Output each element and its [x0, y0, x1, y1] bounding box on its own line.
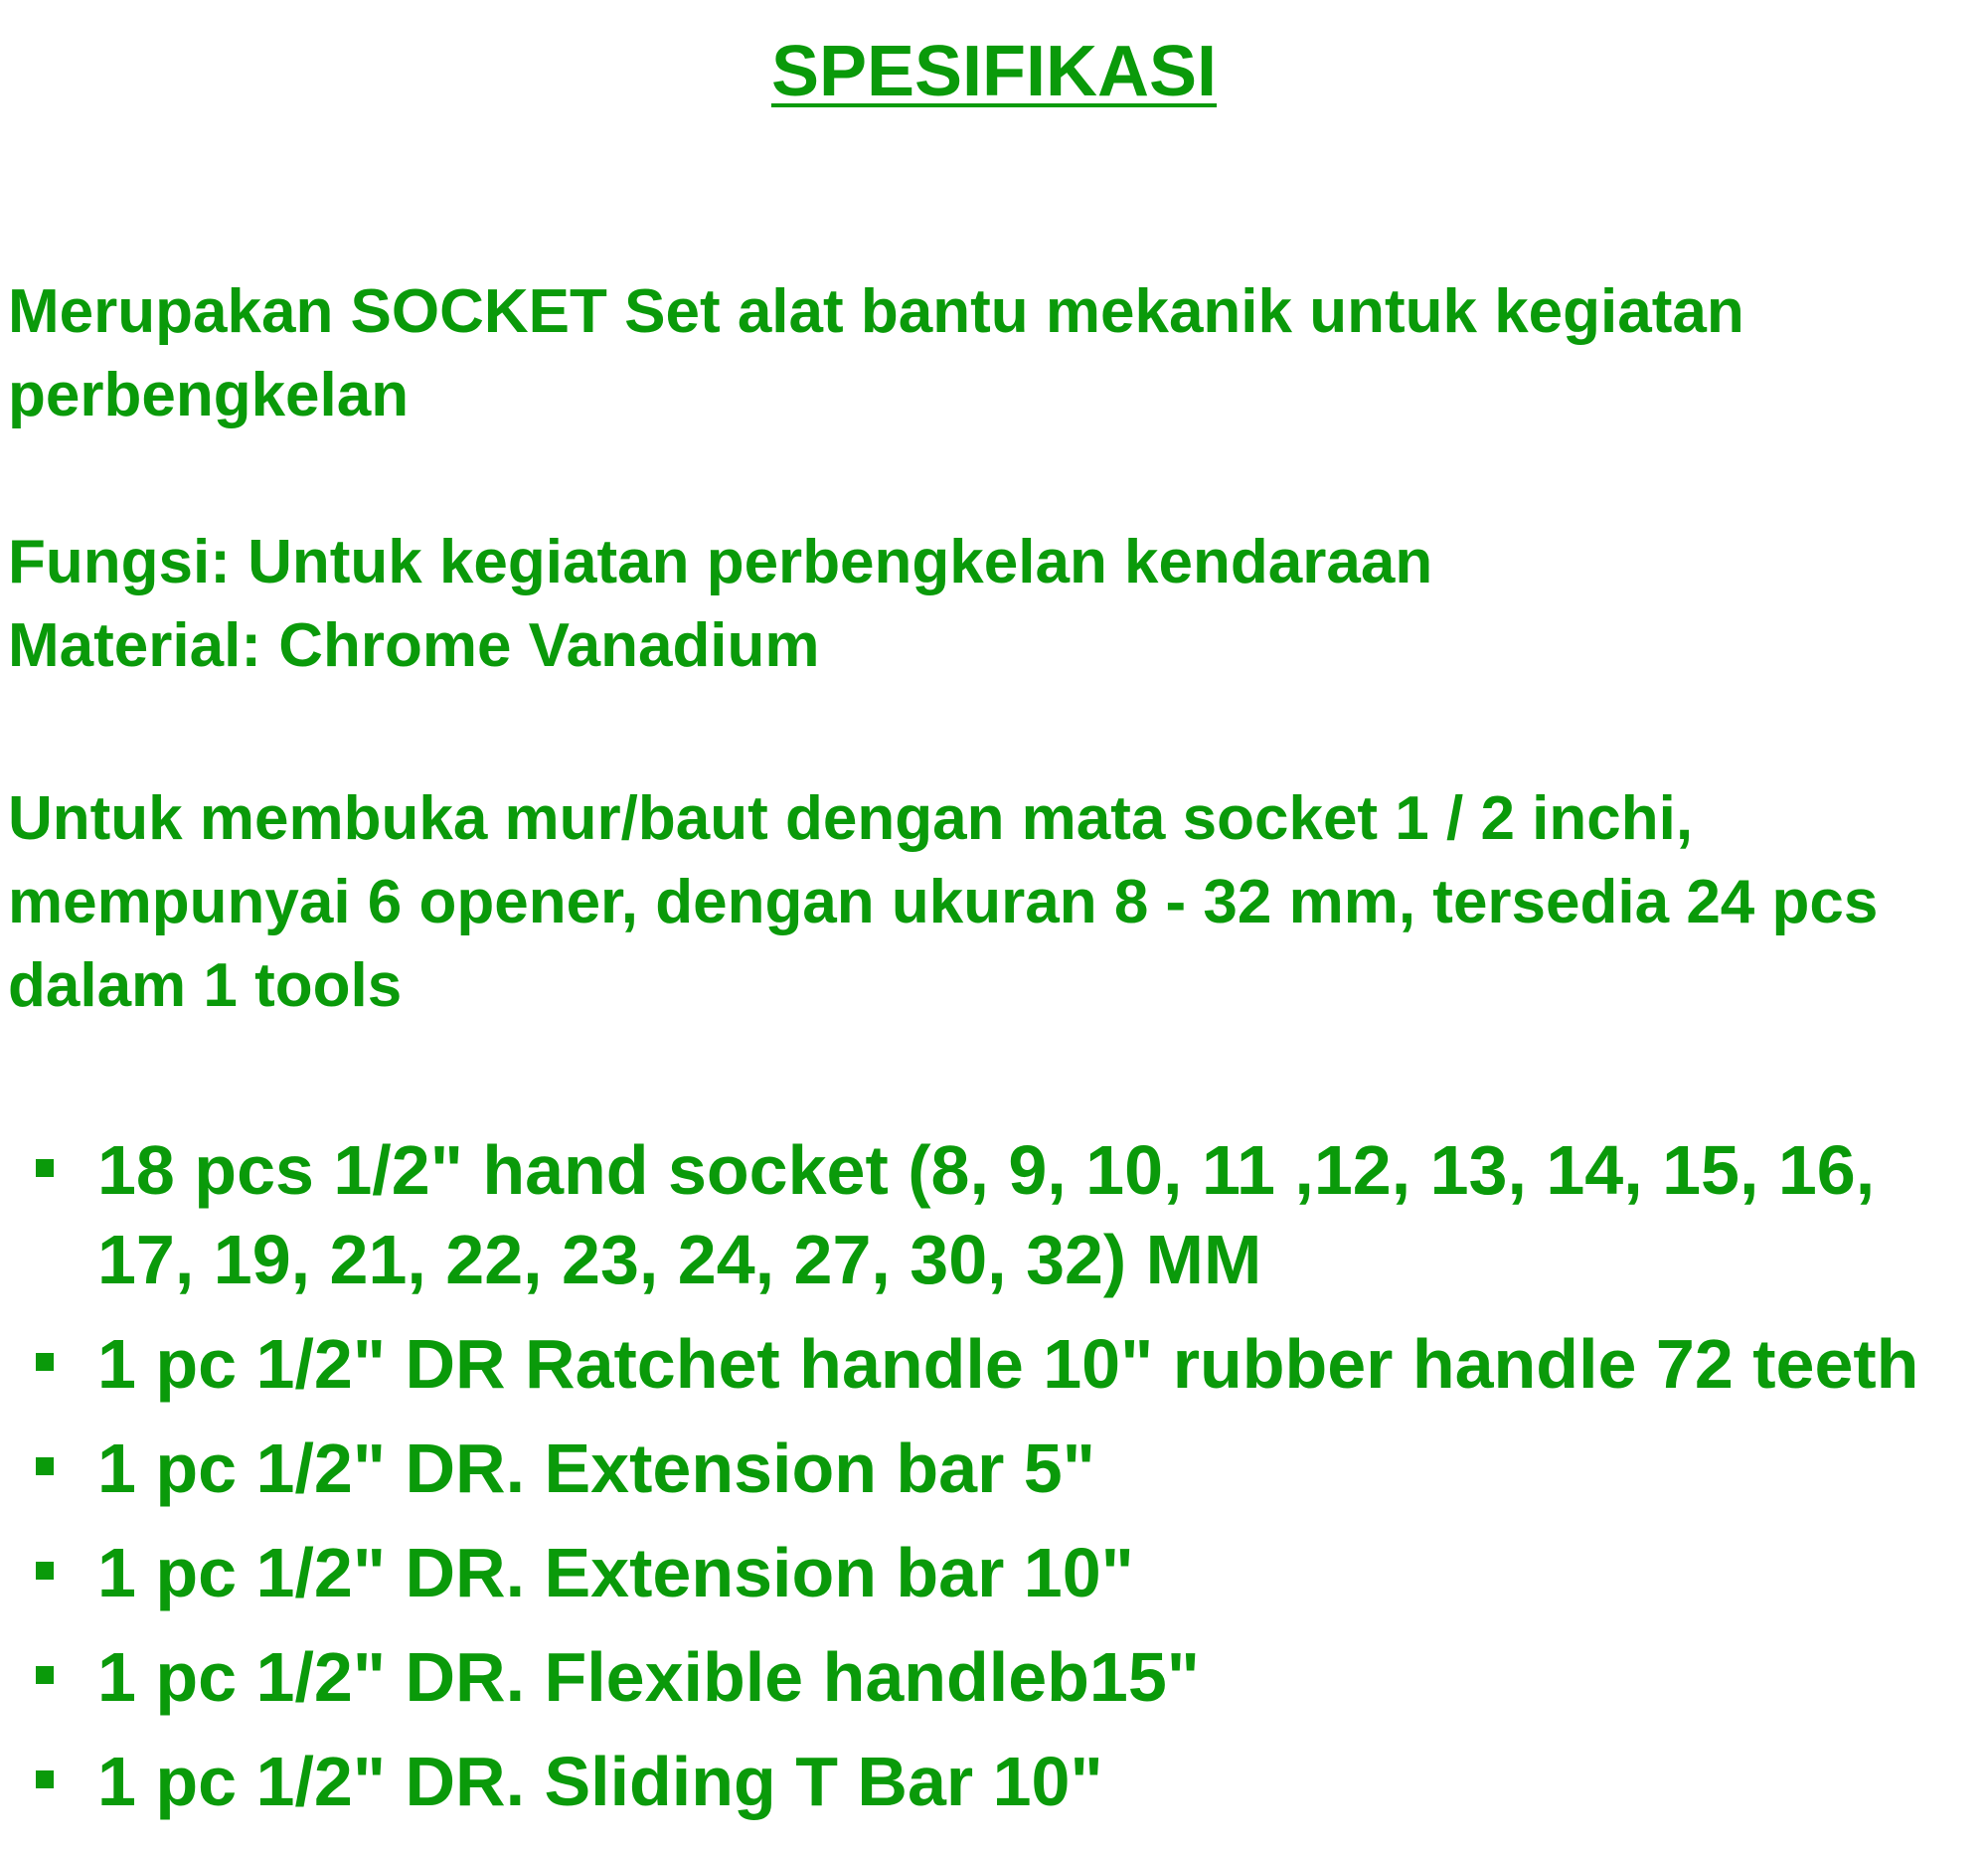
description-paragraph: Untuk membuka mur/baut dengan mata socket 1 / 2 inchi, mempunyai 6 opener, dengan ukuran 8 - 32 mm, tersedia 24 pcs dalam 1 tools — [8, 784, 1879, 1020]
list-item — [8, 1737, 1981, 1826]
spacer — [8, 688, 1981, 777]
fungsi-line: Fungsi: Untuk kegiatan perbengkelan kendaraan — [8, 528, 1433, 596]
square-bullet-icon — [36, 1159, 54, 1177]
spacer — [8, 437, 1981, 521]
item-list — [8, 1125, 1981, 1826]
list-item-text: 1 pc 1/2" DR. Sliding T Bar 10" — [97, 1743, 1103, 1820]
list-item-text: 1 pc 1/2" DR. Flexible handleb15" — [97, 1638, 1200, 1716]
list-item — [8, 1319, 1981, 1409]
list-item-text: 18 pcs 1/2" hand socket (8, 9, 10, 11 ,12, 13, 14, 15, 16, 17, 19, 21, 22, 23, 24, 27, 30, 32) MM — [97, 1131, 1876, 1298]
square-bullet-icon — [36, 1562, 54, 1580]
list-item-text: 1 pc 1/2" DR. Extension bar 10" — [97, 1534, 1134, 1611]
list-item — [8, 1424, 1981, 1513]
square-bullet-icon — [36, 1457, 54, 1475]
list-item-text: 1 pc 1/2" DR Ratchet handle 10" rubber handle 72 teeth — [97, 1325, 1919, 1403]
list-item — [8, 1528, 1981, 1617]
square-bullet-icon — [36, 1353, 54, 1371]
list-item — [8, 1632, 1981, 1722]
square-bullet-icon — [36, 1770, 54, 1788]
list-item — [8, 1125, 1981, 1304]
list-item-text: 1 pc 1/2" DR. Extension bar 5" — [97, 1429, 1095, 1507]
intro-paragraph: Merupakan SOCKET Set alat bantu mekanik untuk kegiatan perbengkelan — [8, 277, 1744, 429]
page-title: SPESIFIKASI — [770, 32, 1218, 111]
spacer — [8, 1028, 1981, 1125]
square-bullet-icon — [36, 1666, 54, 1684]
material-line: Material: Chrome Vanadium — [8, 611, 820, 680]
spec-content — [8, 270, 1981, 1841]
